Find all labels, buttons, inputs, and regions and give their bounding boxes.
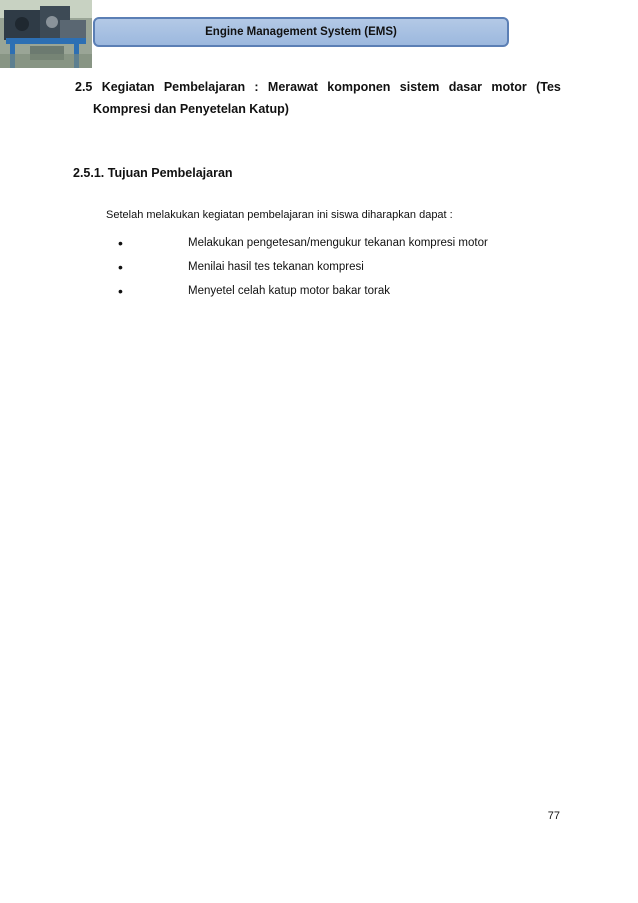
list-item [118, 279, 488, 303]
section-title [75, 76, 561, 120]
title-word: : [254, 80, 259, 94]
list-item [118, 231, 488, 255]
objective-text: Menyetel celah katup motor bakar torak [188, 285, 390, 297]
title-word: (Tes [536, 80, 561, 94]
intro-text: Setelah melakukan kegiatan pembelajaran ini siswa diharapkan dapat : [106, 209, 453, 221]
list-item [118, 255, 488, 279]
title-word: dasar [448, 80, 483, 94]
title-word: motor [491, 80, 527, 94]
subsection-title: 2.5.1. Tujuan Pembelajaran [73, 166, 233, 180]
title-word: 2.5 [75, 80, 93, 94]
objective-text: Melakukan pengetesan/mengukur tekanan kompresi motor [188, 237, 488, 249]
bullet-icon: • [118, 283, 123, 299]
title-word: sistem [399, 80, 440, 94]
engine-trainer-photo [0, 0, 92, 68]
title-word: Merawat [267, 80, 318, 94]
bullet-icon: • [118, 259, 123, 275]
section-title-line1 [75, 76, 561, 98]
header-title: Engine Management System (EMS) [205, 26, 397, 38]
title-word: Pembelajaran [163, 80, 246, 94]
title-word: komponen [327, 80, 391, 94]
header-banner [93, 17, 509, 47]
bullet-icon: • [118, 235, 123, 251]
page-number: 77 [547, 810, 560, 822]
title-word: Kegiatan [101, 80, 155, 94]
objective-text: Menilai hasil tes tekanan kompresi [188, 261, 364, 273]
objectives-list [118, 231, 488, 303]
section-title-line2: Kompresi dan Penyetelan Katup) [93, 102, 289, 116]
